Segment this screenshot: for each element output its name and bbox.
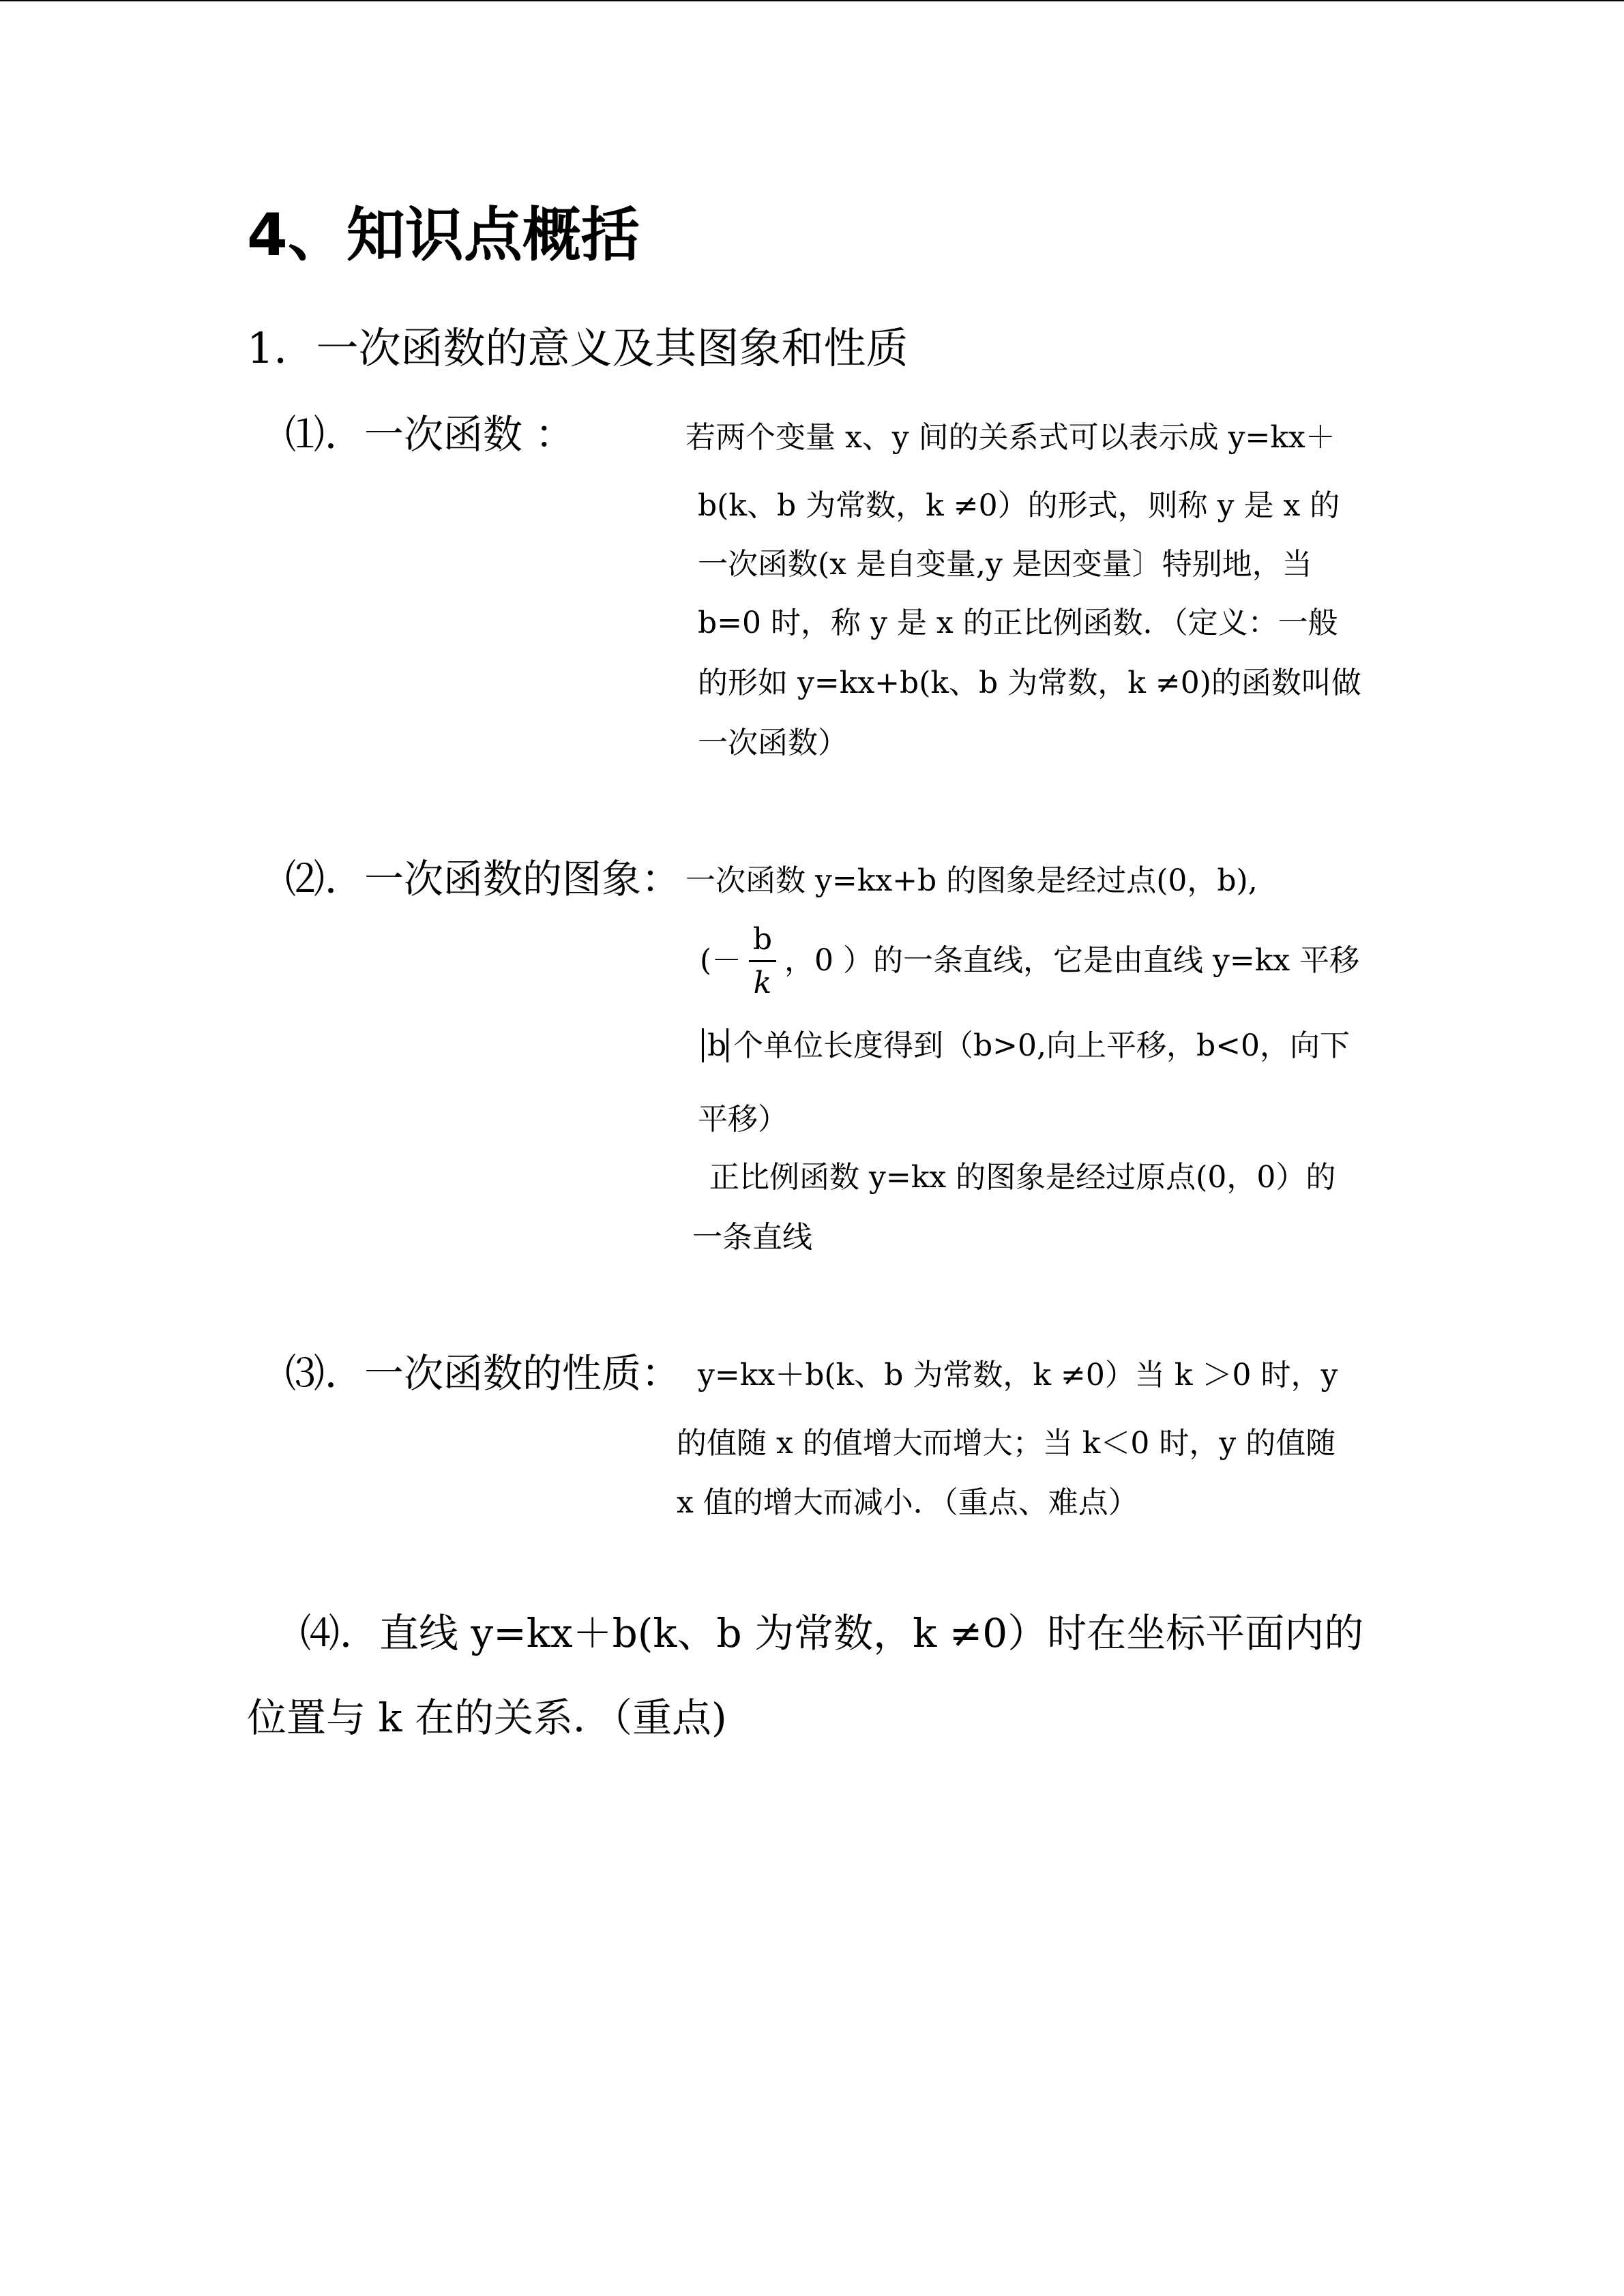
item2-line: 平移） (698, 1102, 788, 1137)
abs-bar-right (726, 1028, 728, 1062)
fraction-bar (749, 960, 776, 962)
abs-bar-left (702, 1028, 704, 1062)
item3-line: x 值的增大而减小．（重点、难点） (677, 1485, 1138, 1520)
top-border-rule (0, 0, 1624, 1)
fraction-numerator: b (752, 922, 773, 957)
item1-line: b(k、b 为常数，k ≠0）的形式，则称 y 是 x 的 (698, 488, 1340, 523)
item2-line: 一次函数 y=kx+b 的图象是经过点(0，b), (685, 863, 1258, 898)
item2-line2-rest: ，0 ）的一条直线，它是由直线 y=kx 平移 (784, 943, 1360, 978)
item2-line: 正比例函数 y=kx 的图象是经过原点(0，0）的 (709, 1160, 1336, 1195)
item1-line: 若两个变量 x、y 间的关系式可以表示成 y=kx＋ (685, 420, 1335, 455)
item2-line2-open: (－ (700, 943, 742, 978)
item3-line: y=kx＋b(k、b 为常数，k ≠0）当 k ＞0 时，y (698, 1358, 1338, 1392)
item1-line: b=0 时，称 y 是 x 的正比例函数．（定义：一般 (698, 606, 1338, 640)
item1-line: 一次函数(x 是自变量,y 是因变量〕特别地，当 (698, 547, 1312, 582)
item3-label: ⑶．一次函数的性质： (285, 1350, 681, 1397)
item1-line: 的形如 y=kx+b(k、b 为常数，k ≠0)的函数叫做 (698, 666, 1361, 700)
section-title: 1．一次函数的意义及其图象和性质 (247, 323, 909, 373)
item4-line: 位置与 k 在的关系．（重点) (247, 1695, 727, 1741)
item2-line: 一条直线 (692, 1220, 812, 1255)
item2-label: ⑵．一次函数的图象： (285, 856, 681, 902)
item4-line: ⑷．直线 y=kx＋b(k、b 为常数，k ≠0）时在坐标平面内的 (300, 1610, 1364, 1656)
item1-line: 一次函数） (698, 726, 848, 760)
abs-value-b: b (707, 1028, 727, 1063)
item1-label: ⑴．一次函数 ： (285, 411, 575, 458)
page-heading: 4、知识点概括 (247, 201, 640, 269)
item3-line: 的值随 x 的值增大而增大；当 k＜0 时，y 的值随 (677, 1426, 1336, 1461)
item2-line3-rest: 个单位长度得到（b>0,向上平移，b<0，向下 (733, 1028, 1350, 1063)
fraction-denominator: k (753, 966, 772, 1000)
